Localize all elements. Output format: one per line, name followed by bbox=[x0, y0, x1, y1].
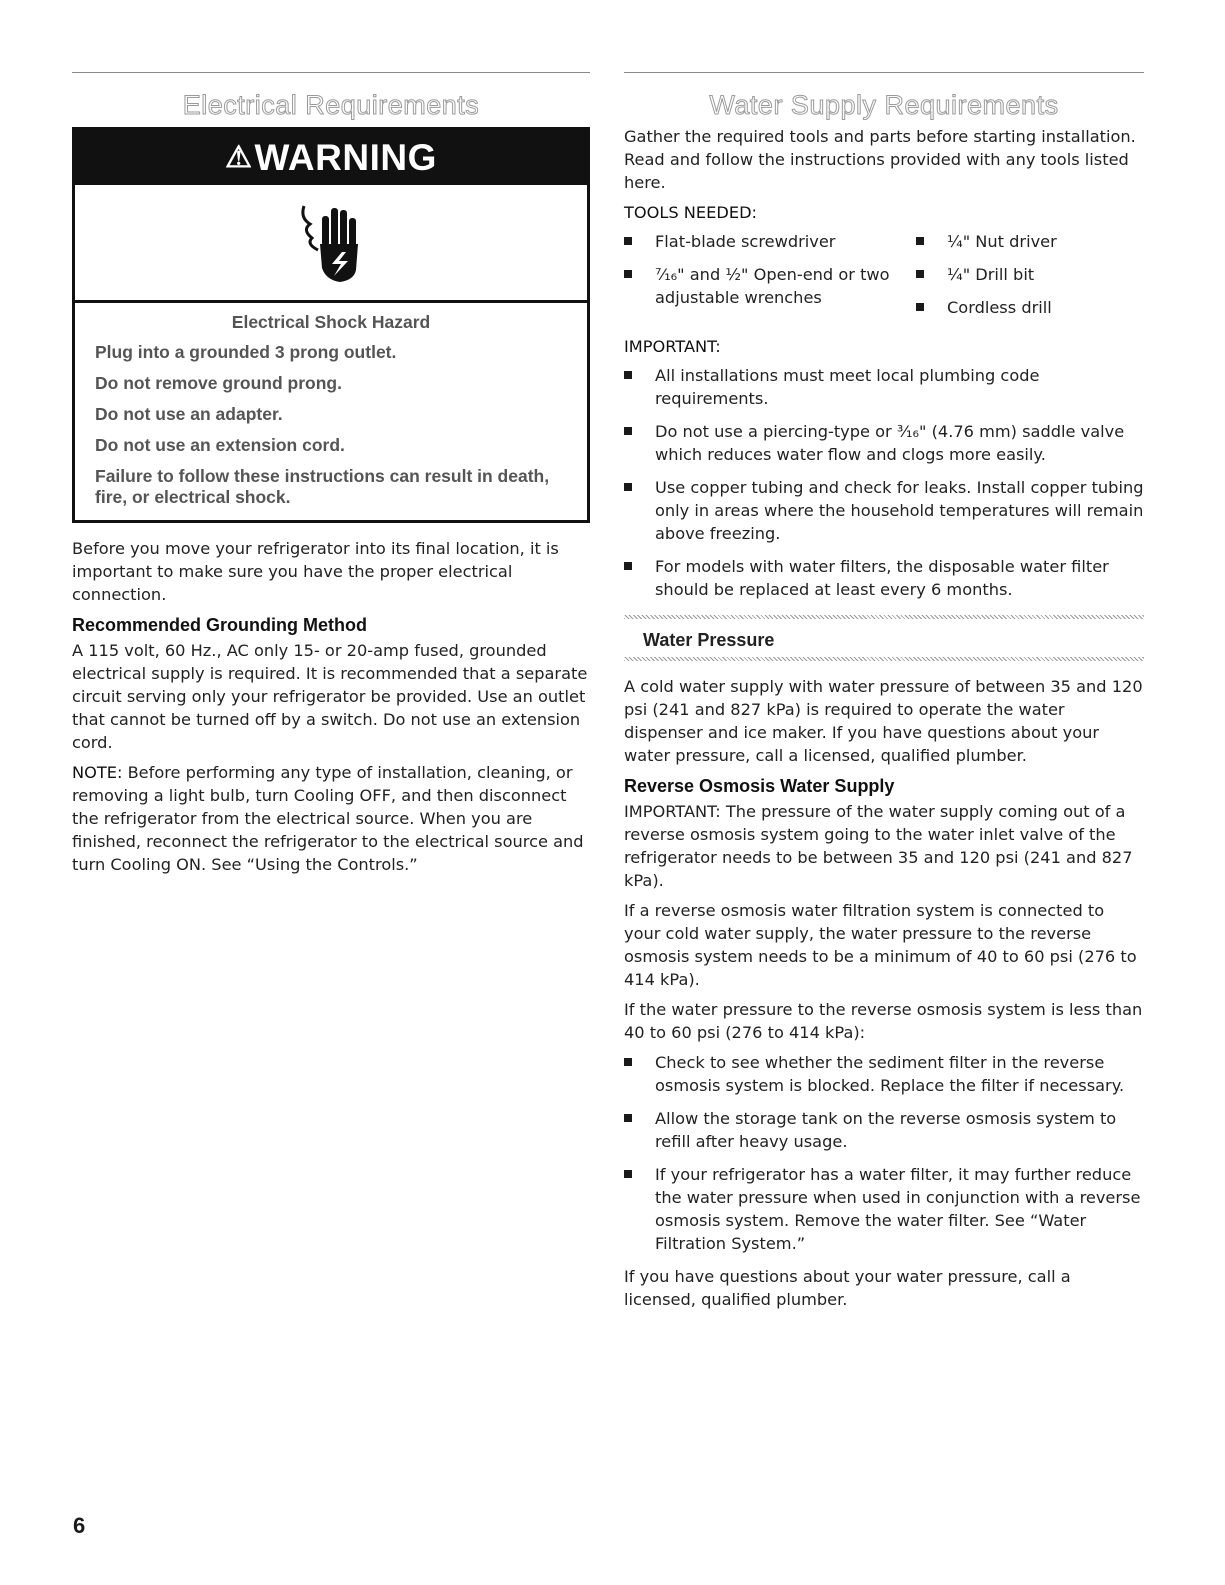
warning-line: Do not remove ground prong. bbox=[95, 373, 342, 393]
ro-list bbox=[624, 1051, 1144, 1255]
list-item: Allow the storage tank on the reverse osmosis system to refill after heavy usage. bbox=[624, 1107, 1144, 1153]
list-item: Check to see whether the sediment filter in the reverse osmosis system is blocked. Replace the filter if necessary. bbox=[624, 1051, 1144, 1097]
electrical-shock-hand-icon bbox=[296, 198, 366, 288]
hazard-title: Electrical Shock Hazard bbox=[231, 312, 431, 332]
ro-heading: Reverse Osmosis Water Supply bbox=[624, 776, 895, 796]
note-label: NOTE: bbox=[72, 763, 123, 782]
pressure-text: A cold water supply with water pressure of between 35 and 120 psi (241 and 827 kPa) is required to operate the water dispenser and ice maker. If you have questions about your water pressure, call a licensed, qualified plumber. bbox=[624, 677, 1143, 765]
electrical-title: Electrical Requirements bbox=[182, 90, 480, 120]
warning-line: Plug into a grounded 3 prong outlet. bbox=[95, 342, 397, 362]
warning-line: Do not use an adapter. bbox=[95, 404, 283, 424]
grounding-text: A 115 volt, 60 Hz., AC only 15- or 20-amp fused, grounded electrical supply is required. It is recommended that a separate circuit serving only your refrigerator be provided. Use an outlet that cannot be turned off by a switch. Do not use an extension cord. bbox=[72, 641, 588, 752]
list-item: Do not use a piercing-type or ³⁄₁₆" (4.76 mm) saddle valve which reduces water flow and clogs more easily. bbox=[624, 420, 1144, 466]
list-item: All installations must meet local plumbing code requirements. bbox=[624, 364, 1144, 410]
list-item: For models with water filters, the disposable water filter should be replaced at least every 6 months. bbox=[624, 555, 1144, 601]
list-item: If your refrigerator has a water filter, it may further reduce the water pressure when used in conjunction with a reverse osmosis system. Remove the water filter. See “Water Filtration System.” bbox=[624, 1163, 1144, 1255]
ro-text-1: If a reverse osmosis water filtration system is connected to your cold water supply, the water pressure to the reverse osmosis system needs to be a minimum of 40 to 60 psi (276 to 414 kPa). bbox=[624, 901, 1137, 989]
ro-important: IMPORTANT: The pressure of the water supply coming out of a reverse osmosis system going to the water inlet valve of the refrigerator needs to be between 35 and 120 psi (241 and 827 kPa). bbox=[624, 802, 1133, 890]
warning-header bbox=[75, 130, 587, 185]
section-rule bbox=[624, 72, 1144, 73]
water-pressure-heading: Water Pressure bbox=[643, 630, 775, 650]
list-item: ¼" Nut driver bbox=[916, 230, 1144, 253]
ro-text-2: If the water pressure to the reverse osmosis system is less than 40 to 60 psi (276 to 414 kPa): bbox=[624, 1000, 1143, 1042]
warning-box bbox=[72, 127, 590, 523]
warning-label: WARNING bbox=[254, 136, 437, 178]
water-title: Water Supply Requirements bbox=[709, 90, 1059, 120]
list-item: Cordless drill bbox=[916, 296, 1144, 319]
important-heading: IMPORTANT: bbox=[624, 337, 721, 356]
electrical-intro: Before you move your refrigerator into its final location, it is important to make sure you have the proper electrical connection. bbox=[72, 539, 559, 604]
warning-line: Do not use an extension cord. bbox=[95, 435, 345, 455]
page-number: 6 bbox=[73, 1513, 86, 1538]
list-item: ⁷⁄₁₆" and ½" Open-end or two adjustable wrenches bbox=[624, 263, 916, 309]
water-section bbox=[624, 72, 1144, 1318]
note-paragraph bbox=[72, 761, 590, 876]
water-intro: Gather the required tools and parts before starting installation. Read and follow the instructions provided with any tools listed here. bbox=[624, 127, 1136, 192]
list-item: Use copper tubing and check for leaks. Install copper tubing only in areas where the household temperatures will remain above freezing. bbox=[624, 476, 1144, 545]
warning-line: Failure to follow these instructions can result in death, fire, or electrical shock. bbox=[95, 466, 550, 507]
note-text: Before performing any type of installation, cleaning, or removing a light bulb, turn Cooling OFF, and then disconnect the refrigerator from the electrical source. When you are finished, reconnect the refrigerator to the electrical source and turn Cooling ON. See “Using the Controls.” bbox=[72, 763, 584, 874]
hatch-divider bbox=[624, 657, 1144, 661]
electrical-section bbox=[72, 72, 590, 883]
warning-text bbox=[75, 303, 587, 520]
shock-hazard-area bbox=[75, 185, 587, 303]
tools-heading: TOOLS NEEDED: bbox=[624, 203, 757, 222]
important-list bbox=[624, 364, 1144, 601]
warning-triangle-icon: ⚠ bbox=[225, 141, 253, 174]
grounding-heading: Recommended Grounding Method bbox=[72, 615, 367, 635]
ro-closing: If you have questions about your water pressure, call a licensed, qualified plumber. bbox=[624, 1267, 1071, 1309]
section-rule bbox=[72, 72, 590, 73]
list-item: Flat-blade screwdriver bbox=[624, 230, 916, 253]
list-item: ¼" Drill bit bbox=[916, 263, 1144, 286]
tools-list bbox=[624, 230, 1144, 329]
